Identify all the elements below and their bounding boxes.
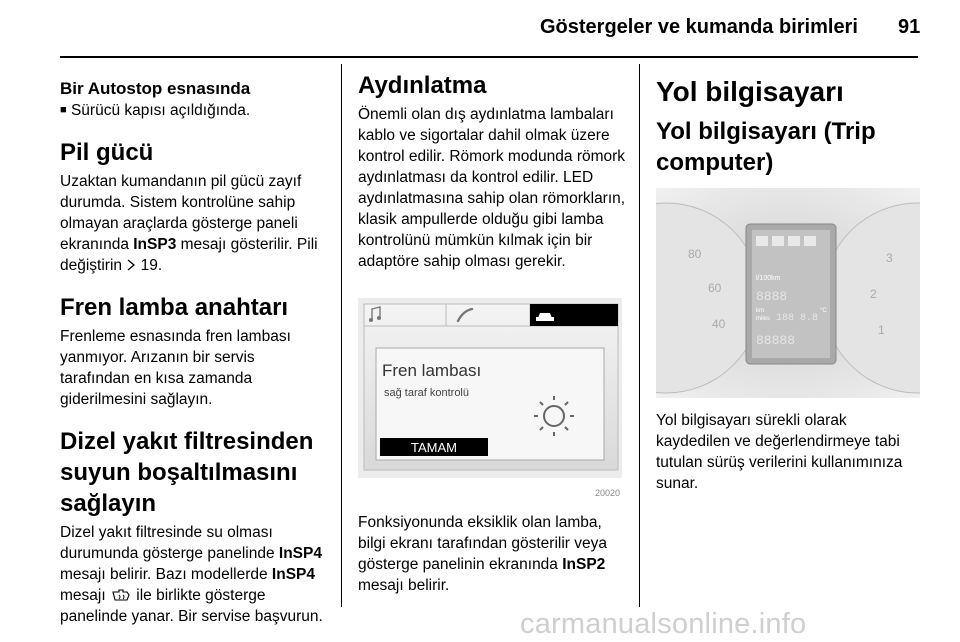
lcd-digits-2: 188 8.8 [776,313,819,324]
svg-text:80: 80 [688,247,702,261]
instrument-cluster-illustration [656,188,920,398]
fren-text: Frenleme esnasında fren lambası yanmıyor. Arızanın bir servis tarafından en kısa zamanda giderilmesini sağlayın. [60,328,291,408]
dizel-text-3: mesajı [60,587,110,604]
lcd-digits-3: 88888 [756,333,796,348]
figure-subtitle: sağ taraf kontrolü [384,387,469,399]
trip-computer-heading: Yol bilgisayarı [656,76,844,107]
fuel-filter-water-icon [110,588,132,602]
header-title: Göstergeler ve kumanda birimleri [540,16,858,38]
aydinlatma-heading: Aydınlatma [358,72,487,99]
fren-heading: Fren lamba anahtarı [60,294,289,321]
page-ref-icon [126,259,136,271]
column-middle [358,70,626,596]
svg-text:40: 40 [712,317,726,331]
trip-computer-subheading: Yol bilgisayarı (Trip computer) [656,118,876,176]
unit-km: km [756,308,764,314]
dizel-text-1: Dizel yakıt filtresinde su olması durumunda gösterge panelinde [60,524,279,562]
dizel-code-2: InSP4 [271,566,315,583]
trip-computer-text: Yol bilgisayarı sürekli olarak kaydedilen ve değerlendirmeye tabi tutulan sürüş verilerini kullanımınıza sunar. [656,412,903,492]
unit-l100km: l/100km [756,275,781,282]
header-rule [60,56,918,58]
svg-text:1: 1 [878,323,885,337]
pil-text-1: Uzaktan kumandanın pil gücü zayıf durumda. Sistem kontrolüne sahip olmayan araçlarda gösterge paneli ekranında [60,173,302,253]
dizel-code-1: InSP4 [278,545,322,562]
dizel-text-4: ile birlikte gösterge panelinde yanar. Bir servise başvurun. [60,587,323,625]
trip-computer-figure [656,188,920,398]
aydinlatma-text: Önemli olan dış aydınlatma lambaları kablo ve sigortalar dahil olmak üzere kontrol edilir. Römork modunda römork aydınlatması da kontrol edilir. LED aydınlatmasına sahip olan römorkların, klasik ampullerde olduğu gibi lamba kontrolünü mümkün kılmak için bir adaptöre sahip olması gerekir. [358,106,626,270]
svg-text:3: 3 [886,251,893,265]
svg-text:60: 60 [708,281,722,295]
watermark: carmanualsonline.info [520,608,807,640]
dizel-text [60,522,328,627]
column-right [656,70,924,494]
autostop-heading: Bir Autostop esnasında [60,79,251,98]
caption-text-1: Fonksiyonunda eksiklik olan lamba, bilgi ekranı tarafından gösterilir veya gösterge panelinin ekranında [358,514,607,573]
column-divider-2 [639,64,640,607]
pil-ref[interactable]: 19. [140,257,163,274]
pil-heading: Pil gücü [60,139,154,166]
pil-code: InSP3 [133,236,177,253]
unit-miles: miles [756,316,771,322]
caption-text-2: mesajı belirir. [358,577,450,594]
dizel-heading: Dizel yakıt filtresinden suyun boşaltılmasını sağlayın [60,428,314,517]
caption-code: InSP2 [562,556,606,573]
autostop-bullet [60,100,328,121]
lcd-digits-1: 8888 [756,289,788,304]
brake-lamp-display-figure [358,298,622,500]
page-number: 91 [898,16,921,38]
autostop-bullet-text: Sürücü kapısı açıldığında. [70,102,251,119]
column-left [60,70,328,627]
svg-text:2: 2 [870,287,877,301]
bullet-icon: ■ [60,104,67,116]
info-display-illustration [358,298,622,500]
ok-button[interactable]: TAMAM [411,440,457,455]
figure-number: 20020 [594,488,620,498]
figure-caption [358,512,626,596]
figure-title: Fren lambası [382,361,482,380]
pil-text-2: mesajı gösterilir. Pili değiştirin [60,236,318,274]
column-divider-1 [341,64,342,607]
unit-celsius: °C [820,308,827,314]
dizel-text-2: mesajı belirir. Bazı modellerde [60,566,272,583]
pil-text [60,171,328,276]
